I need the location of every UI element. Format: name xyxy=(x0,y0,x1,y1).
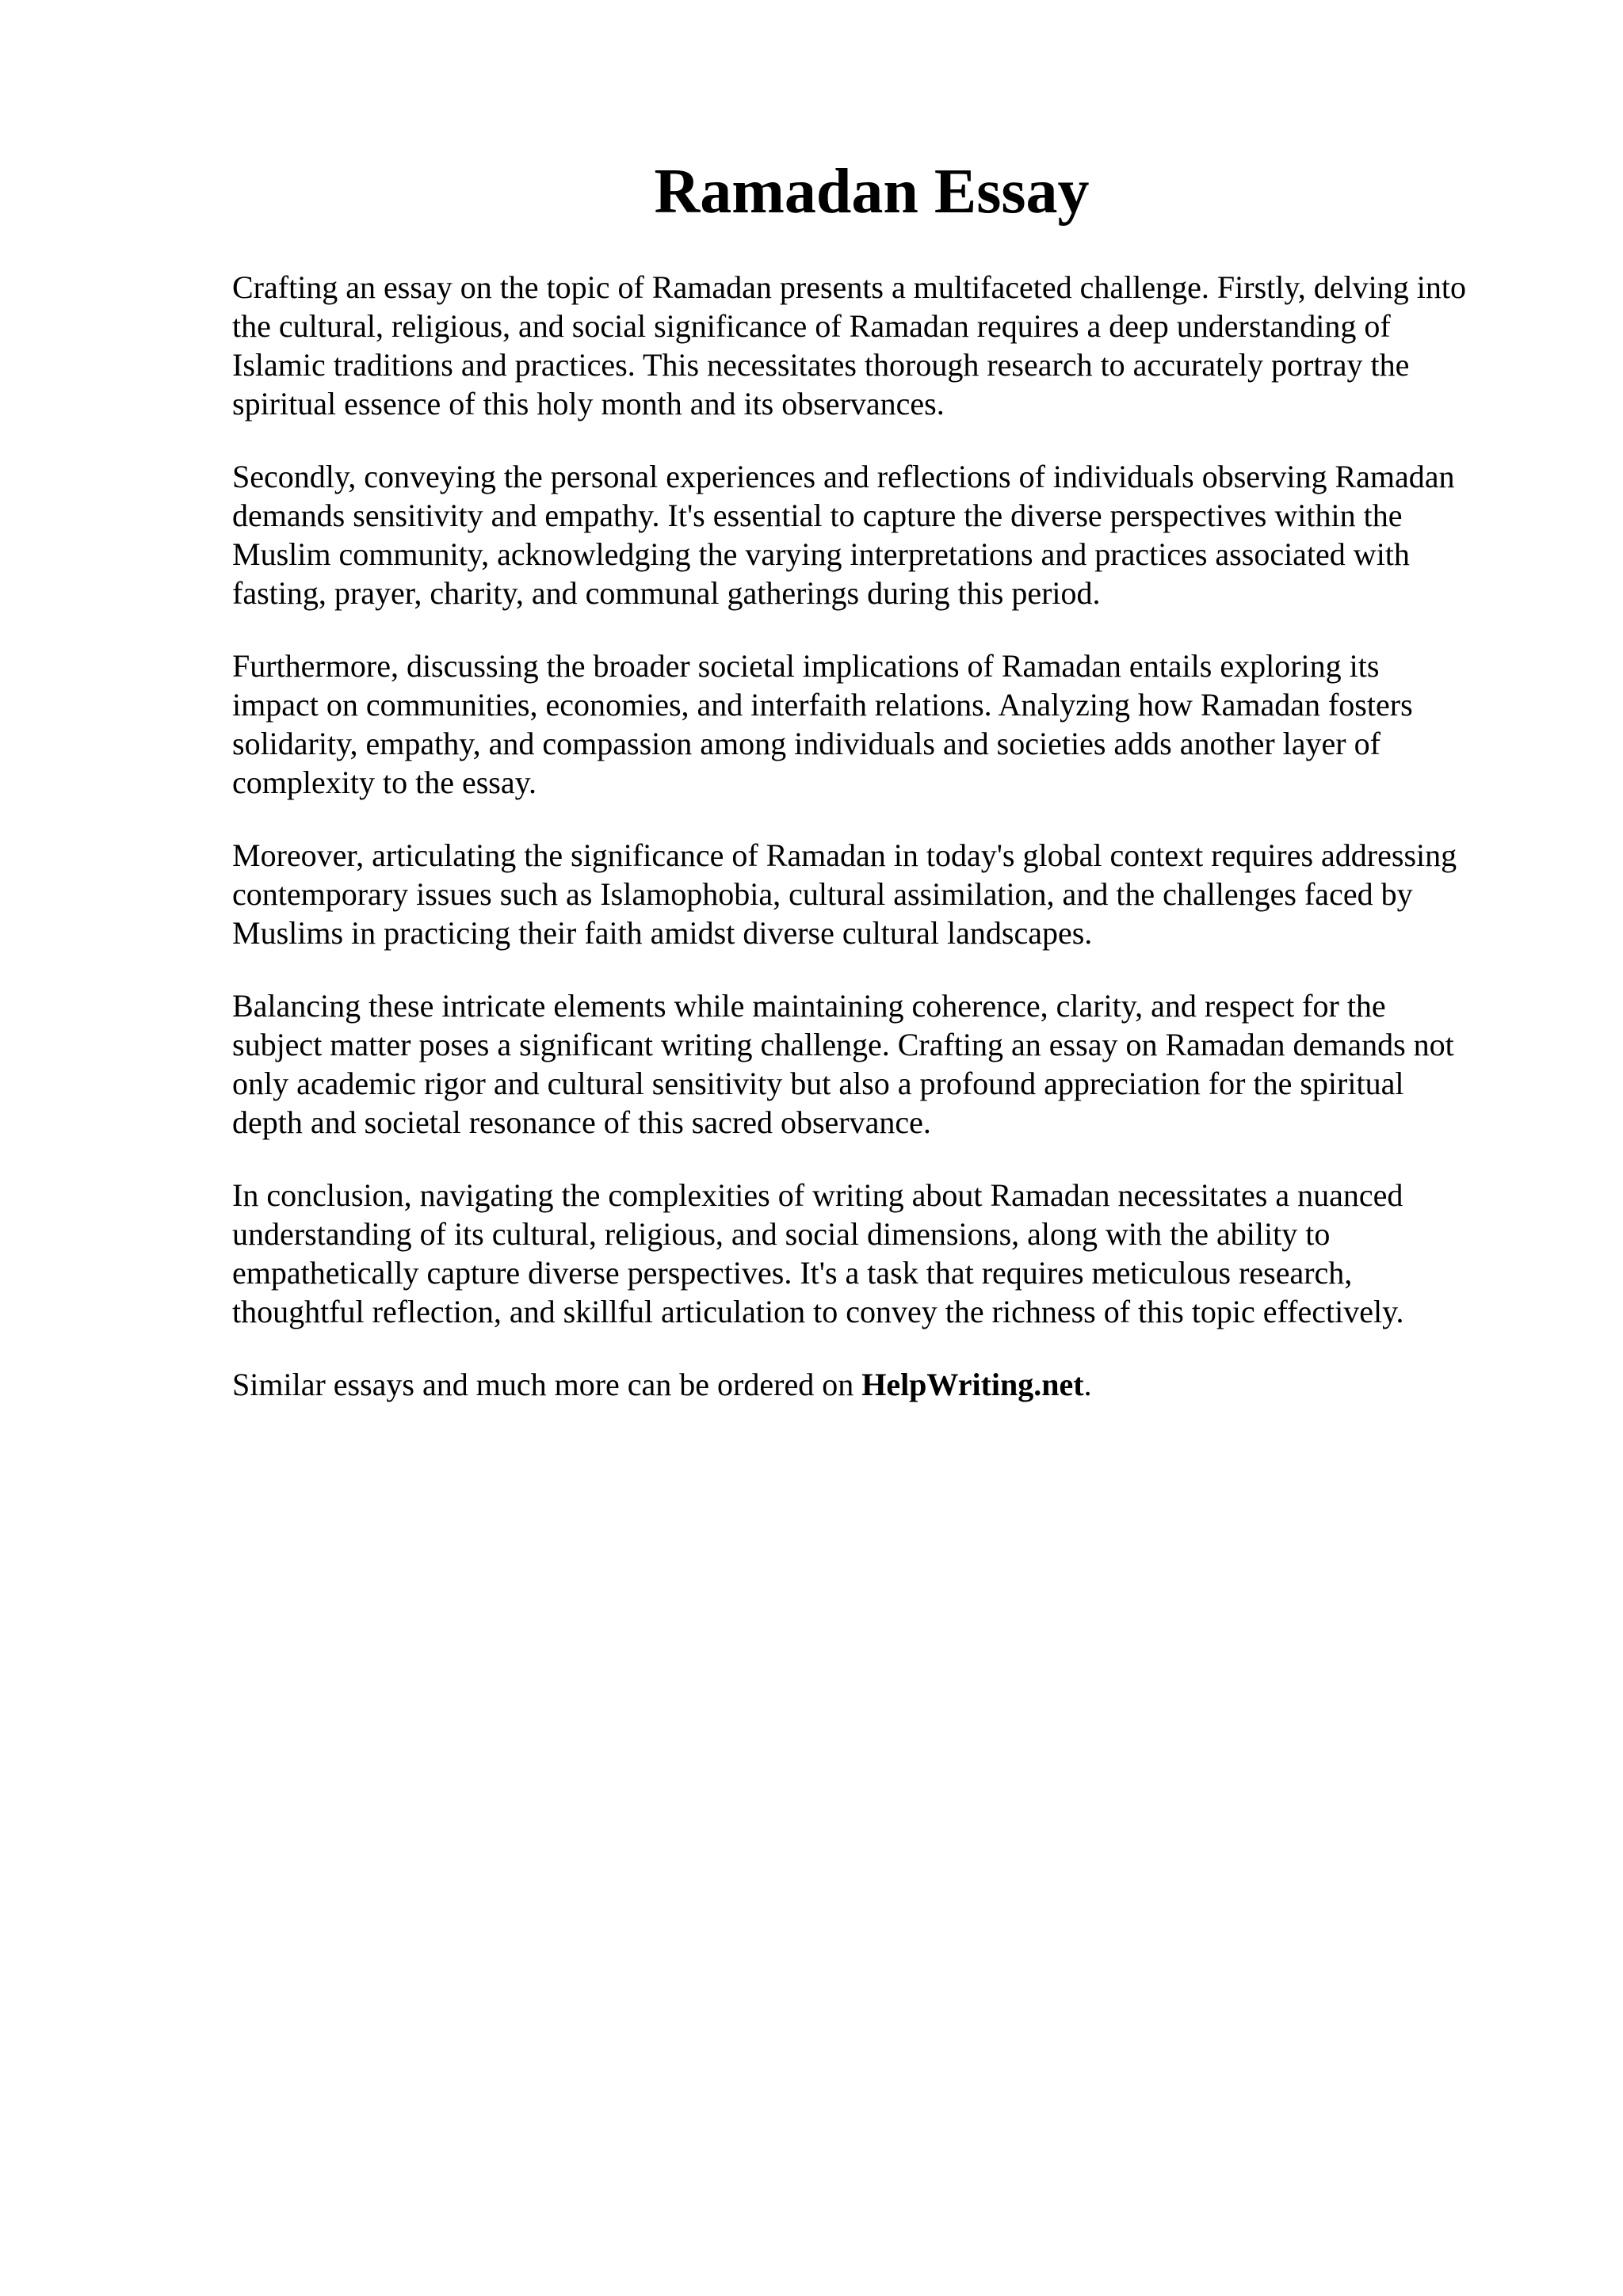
paragraph-line: Islamic traditions and practices. This necessitates thorough research to accurately portray the xyxy=(232,347,1410,383)
paragraph-line: demands sensitivity and empathy. It's essential to capture the diverse perspectives within the xyxy=(232,498,1403,533)
essay-body xyxy=(232,268,1548,1404)
paragraph-line: impact on communities, economies, and interfaith relations. Analyzing how Ramadan fosters xyxy=(232,687,1413,723)
footer-note xyxy=(232,1365,1548,1404)
paragraph-6 xyxy=(232,1176,1548,1331)
paragraph-2 xyxy=(232,457,1548,612)
paragraph-line: thoughtful reflection, and skillful articulation to convey the richness of this topic effectively. xyxy=(232,1294,1404,1329)
paragraph-line: Crafting an essay on the topic of Ramadan presents a multifaceted challenge. Firstly, delving into xyxy=(232,269,1466,305)
brand-link[interactable]: HelpWriting.net xyxy=(861,1367,1084,1402)
paragraph-line: In conclusion, navigating the complexities of writing about Ramadan necessitates a nuanced xyxy=(232,1177,1403,1213)
paragraph-line: empathetically capture diverse perspectives. It's a task that requires meticulous research, xyxy=(232,1255,1353,1291)
paragraph-line: depth and societal resonance of this sacred observance. xyxy=(232,1104,931,1140)
paragraph-1 xyxy=(232,268,1548,423)
paragraph-3 xyxy=(232,646,1548,802)
paragraph-line: complexity to the essay. xyxy=(232,765,537,800)
paragraph-line: Balancing these intricate elements while maintaining coherence, clarity, and respect for the xyxy=(232,988,1386,1024)
paragraph-line: only academic rigor and cultural sensitivity but also a profound appreciation for the spiritual xyxy=(232,1066,1404,1101)
paragraph-line: the cultural, religious, and social significance of Ramadan requires a deep understanding of xyxy=(232,308,1391,344)
footer-suffix: . xyxy=(1083,1367,1092,1402)
paragraph-line: contemporary issues such as Islamophobia, cultural assimilation, and the challenges faced by xyxy=(232,876,1413,912)
paragraph-line: solidarity, empathy, and compassion among individuals and societies adds another layer of xyxy=(232,726,1381,761)
paragraph-4 xyxy=(232,836,1548,952)
footer-prefix: Similar essays and much more can be ordered on xyxy=(232,1367,854,1402)
paragraph-line: subject matter poses a significant writing challenge. Crafting an essay on Ramadan demands not xyxy=(232,1027,1454,1062)
paragraph-line: Secondly, conveying the personal experiences and reflections of individuals observing Ramadan xyxy=(232,459,1455,494)
paragraph-line: Muslims in practicing their faith amidst diverse cultural landscapes. xyxy=(232,915,1093,951)
paragraph-line: spiritual essence of this holy month and its observances. xyxy=(232,386,945,421)
paragraph-line: understanding of its cultural, religious, and social dimensions, along with the ability to xyxy=(232,1216,1331,1252)
paragraph-line: Furthermore, discussing the broader societal implications of Ramadan entails exploring its xyxy=(232,648,1380,684)
paragraph-5 xyxy=(232,986,1548,1142)
page-title: Ramadan Essay xyxy=(654,157,1090,227)
paragraph-line: fasting, prayer, charity, and communal gatherings during this period. xyxy=(232,575,1101,611)
paragraph-line: Muslim community, acknowledging the varying interpretations and practices associated with xyxy=(232,536,1410,572)
paragraph-line: Moreover, articulating the significance of Ramadan in today's global context requires addressing xyxy=(232,837,1457,873)
